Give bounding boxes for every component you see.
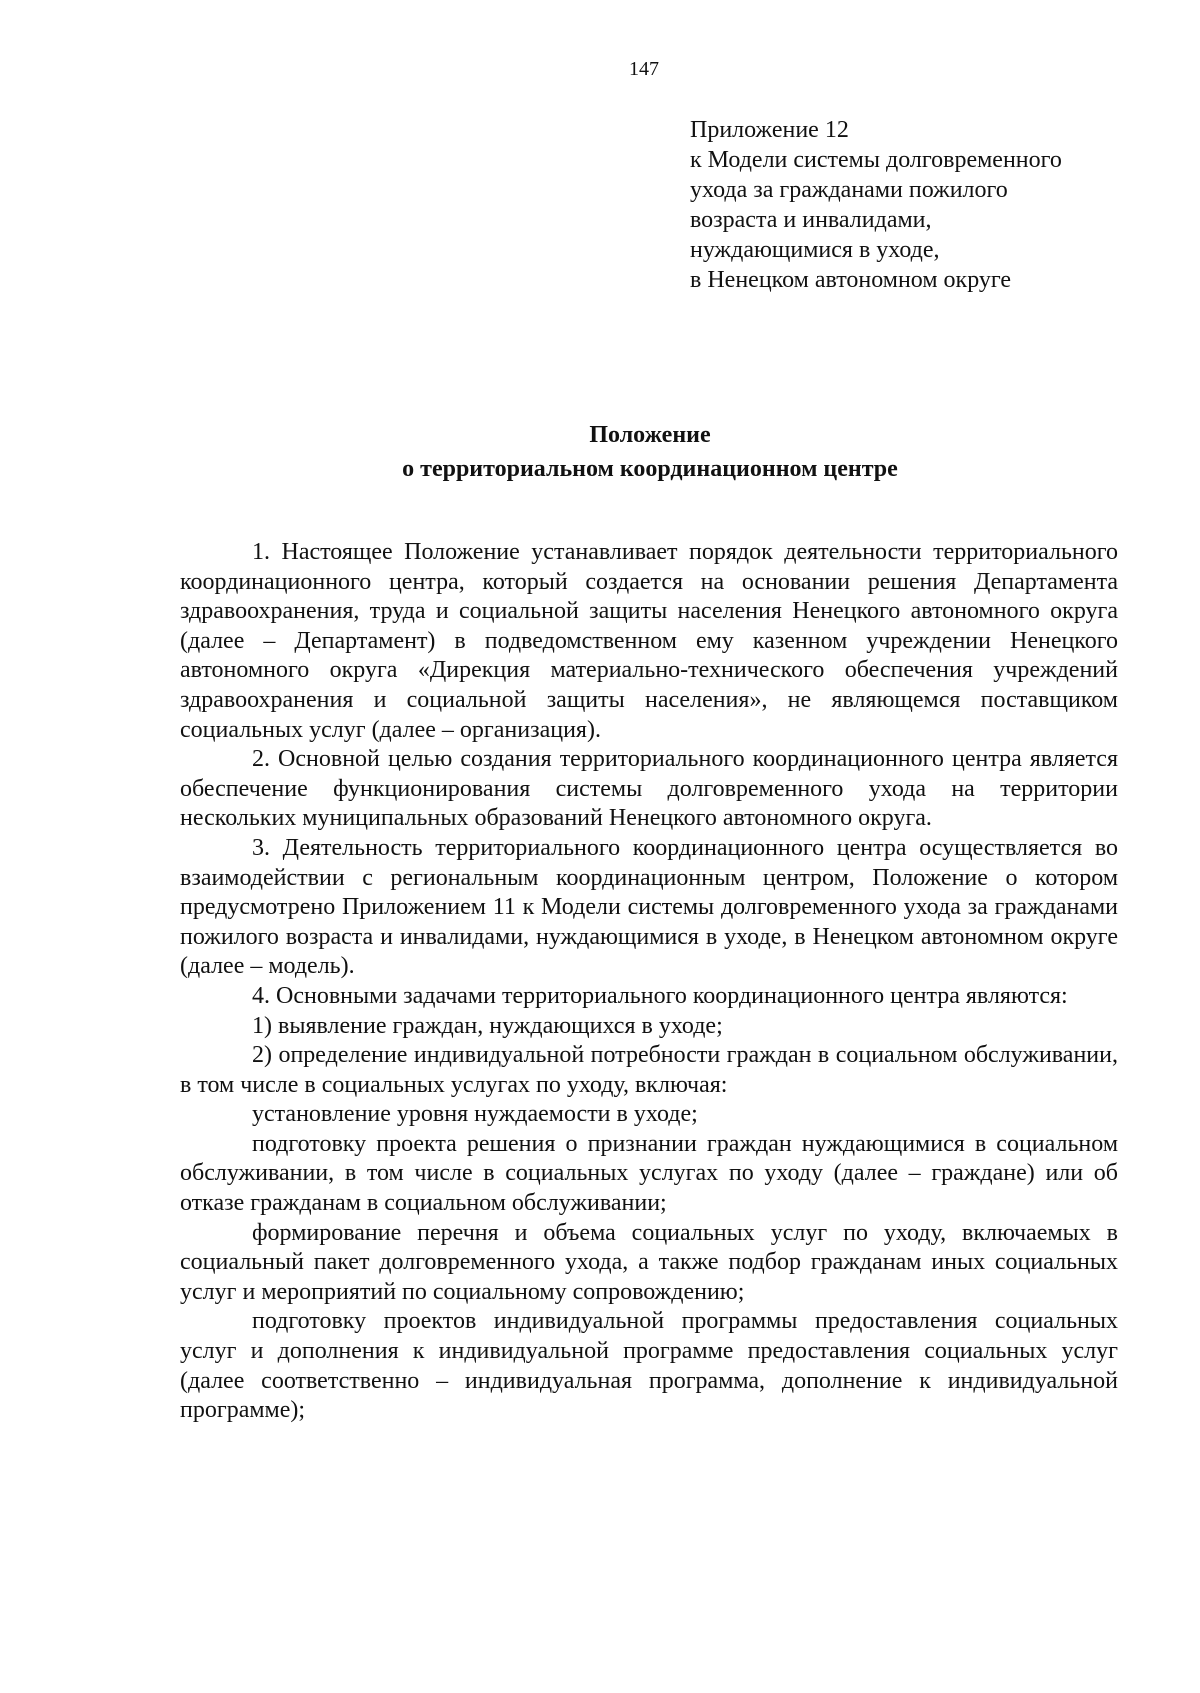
document-title-line2: о территориальном координационном центре [402, 456, 898, 482]
document-title-line1: Положение [589, 422, 711, 448]
paragraph-1: 1. Настоящее Положение устанавливает порядок деятельности территориального координационного центра, который создается на основании решения Департамента здравоохранения, труда и социальной защиты населения Ненецкого автономного округа (далее – Департамент) в подведомственном ему казенном учреждении Ненецкого автономного округа «Дирекция материально-технического обеспечения учреждений здравоохранения и социальной защиты населения», не являющемся поставщиком социальных услуг (далее – организация). [180, 539, 1118, 743]
appendix-line: возраста и инвалидами, [690, 207, 932, 233]
page-number: 147 [629, 58, 659, 80]
sub-item-1: установление уровня нуждаемости в уходе; [252, 1101, 698, 1128]
appendix-line: Приложение 12 [690, 117, 849, 143]
appendix-line: в Ненецком автономном округе [690, 267, 1012, 293]
appendix-line: к Модели системы долговременного [690, 147, 1062, 173]
paragraph-2: 2. Основной целью создания территориального координационного центра является обеспечение функционирования системы долговременного ухода на территории нескольких муниципальных образований Ненецкого автономного округа. [180, 746, 1118, 832]
paragraph-4: 4. Основными задачами территориального координационного центра являются: [252, 982, 1068, 1009]
appendix-line: ухода за гражданами пожилого [690, 177, 1008, 203]
appendix-line: нуждающимися в уходе, [690, 237, 940, 263]
document-body [180, 538, 1118, 1426]
list-item-2: 2) определение индивидуальной потребности граждан в социальном обслуживании, в том числе в социальных услугах по уходу, включая: [180, 1042, 1118, 1098]
document-title [180, 418, 1120, 486]
paragraph-3: 3. Деятельность территориального координационного центра осуществляется во взаимодействии с региональным координационным центром, Положение о котором предусмотрено Приложением 11 к Модели системы долговременного ухода за гражданами пожилого возраста и инвалидами, нуждающимися в уходе, в Ненецком автономном округе (далее – модель). [180, 834, 1118, 980]
sub-item-4: подготовку проектов индивидуальной программы предоставления социальных услуг и дополнения к индивидуальной программе предоставления социальных услуг (далее соответственно – индивидуальная программа, дополнение к индивидуальной программе); [180, 1308, 1118, 1424]
list-item-1: 1) выявление граждан, нуждающихся в уходе; [252, 1012, 723, 1039]
sub-item-3: формирование перечня и объема социальных услуг по уходу, включаемых в социальный пакет долговременного ухода, а также подбор гражданам иных социальных услуг и мероприятий по социальному сопровождению; [180, 1219, 1118, 1305]
sub-item-2: подготовку проекта решения о признании граждан нуждающимися в социальном обслуживании, в том числе в социальных услугах по уходу (далее – граждане) или об отказе гражданам в социальном обслуживании; [180, 1130, 1118, 1217]
appendix-header [690, 115, 1062, 295]
